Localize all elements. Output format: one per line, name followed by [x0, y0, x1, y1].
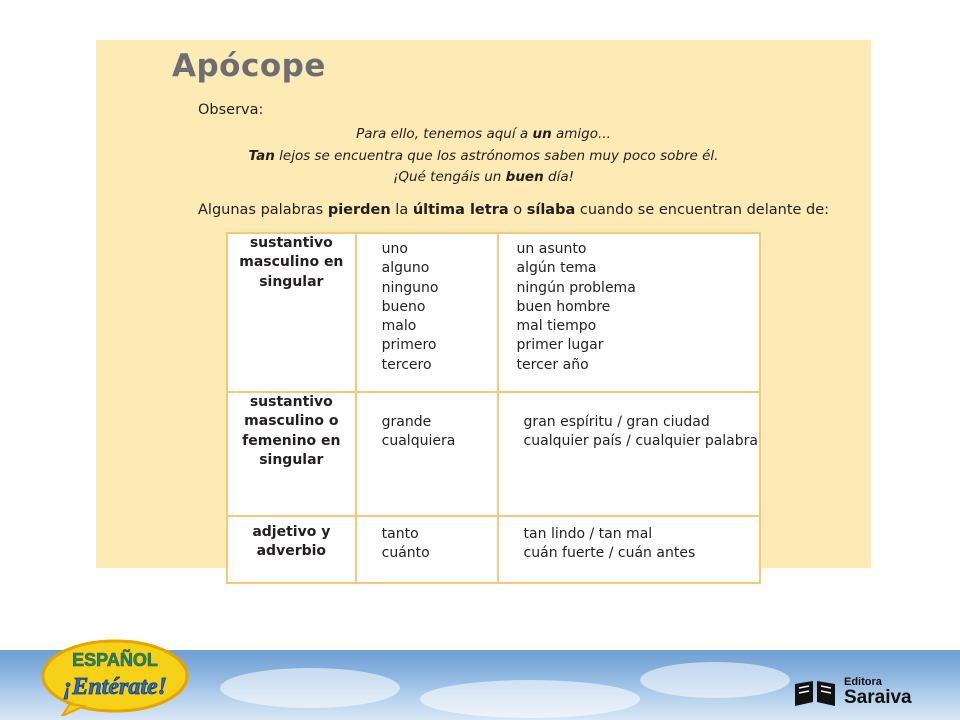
- cell-line: tercer año: [516, 356, 589, 373]
- bold-text: Tan: [248, 147, 275, 164]
- table-row: [227, 392, 760, 516]
- apocope-table: [226, 232, 761, 584]
- category-cell: [227, 233, 356, 392]
- text-run: ¡Qué tengáis un: [392, 169, 506, 185]
- cell-line: adjetivo y: [252, 524, 331, 540]
- table-row: [227, 233, 760, 392]
- example-sentences: [96, 124, 871, 189]
- category-cell: [227, 392, 356, 516]
- cell-line: masculino en: [239, 254, 344, 271]
- table-row: [227, 516, 760, 583]
- observa-label: Observa:: [198, 102, 264, 118]
- cell-line: uno: [381, 241, 408, 257]
- cell-line: algún tema: [516, 260, 597, 277]
- cell-line: cuánto: [381, 545, 430, 562]
- examples-cell: [498, 233, 760, 392]
- bold-text: un: [532, 126, 552, 142]
- cell-line: malo: [381, 318, 417, 335]
- espanol-enterate-logo: [40, 638, 190, 716]
- cell-line: primer lugar: [516, 337, 604, 354]
- cell-line: tan lindo / tan mal: [523, 526, 653, 542]
- cell-line: mal tiempo: [516, 318, 597, 335]
- cell-line: cuán fuerte / cuán antes: [523, 545, 696, 562]
- cell-line: sustantivo: [249, 394, 333, 410]
- cell-line: bueno: [381, 298, 426, 315]
- cell-line: sustantivo: [249, 235, 333, 251]
- bold-text: buen: [505, 169, 544, 185]
- cell-line: ningún problema: [516, 279, 636, 296]
- page-title: Apócope: [172, 48, 326, 84]
- words-cell: [356, 392, 498, 516]
- text-run: lejos se encuentra que los astrónomos saben muy poco sobre él.: [274, 147, 719, 164]
- category-cell: [227, 516, 356, 583]
- logo-enterate-text: ¡Entérate!: [62, 674, 168, 700]
- cell-line: primero: [381, 337, 437, 354]
- cell-line: cualquier país / cualquier palabra: [523, 433, 758, 450]
- cell-line: masculino o: [244, 413, 339, 430]
- example-sentence: [96, 124, 871, 146]
- text-run: día!: [543, 169, 574, 185]
- cell-line: cualquiera: [381, 433, 456, 450]
- text-run: la: [390, 202, 413, 218]
- intro-text: [198, 202, 829, 218]
- open-book-icon: [792, 676, 838, 710]
- text-run: amigo...: [551, 126, 611, 142]
- words-cell: [356, 516, 498, 583]
- cell-line: femenino en: [242, 432, 341, 449]
- cell-line: singular: [259, 273, 324, 290]
- saraiva-label: Saraiva: [844, 687, 912, 708]
- cell-line: grande: [381, 414, 432, 430]
- bold-text: sílaba: [526, 202, 576, 218]
- text-run: cuando se encuentran delante de:: [575, 202, 830, 218]
- cell-line: un asunto: [516, 241, 587, 257]
- editora-saraiva-logo: [792, 676, 932, 712]
- bold-text: última letra: [412, 202, 509, 218]
- text-run: o: [508, 202, 527, 218]
- examples-cell: [498, 392, 760, 516]
- words-cell: [356, 233, 498, 392]
- cell-line: tanto: [381, 526, 419, 542]
- cell-line: ninguno: [381, 279, 439, 296]
- bold-text: pierden: [327, 202, 391, 218]
- cell-line: singular: [259, 451, 324, 468]
- example-sentence: [96, 146, 871, 168]
- example-sentence: [96, 167, 871, 189]
- text-run: Algunas palabras: [198, 202, 328, 218]
- examples-cell: [498, 516, 760, 583]
- logo-espanol-text: ESPAÑOL: [72, 650, 158, 670]
- cell-line: tercero: [381, 356, 432, 373]
- cell-line: gran espíritu / gran ciudad: [523, 414, 710, 430]
- cell-line: buen hombre: [516, 298, 611, 315]
- cell-line: adverbio: [256, 543, 327, 560]
- text-run: Para ello, tenemos aquí a: [356, 126, 533, 142]
- content-panel: [96, 40, 871, 568]
- editora-label: Editora: [844, 676, 882, 688]
- cell-line: alguno: [381, 260, 430, 277]
